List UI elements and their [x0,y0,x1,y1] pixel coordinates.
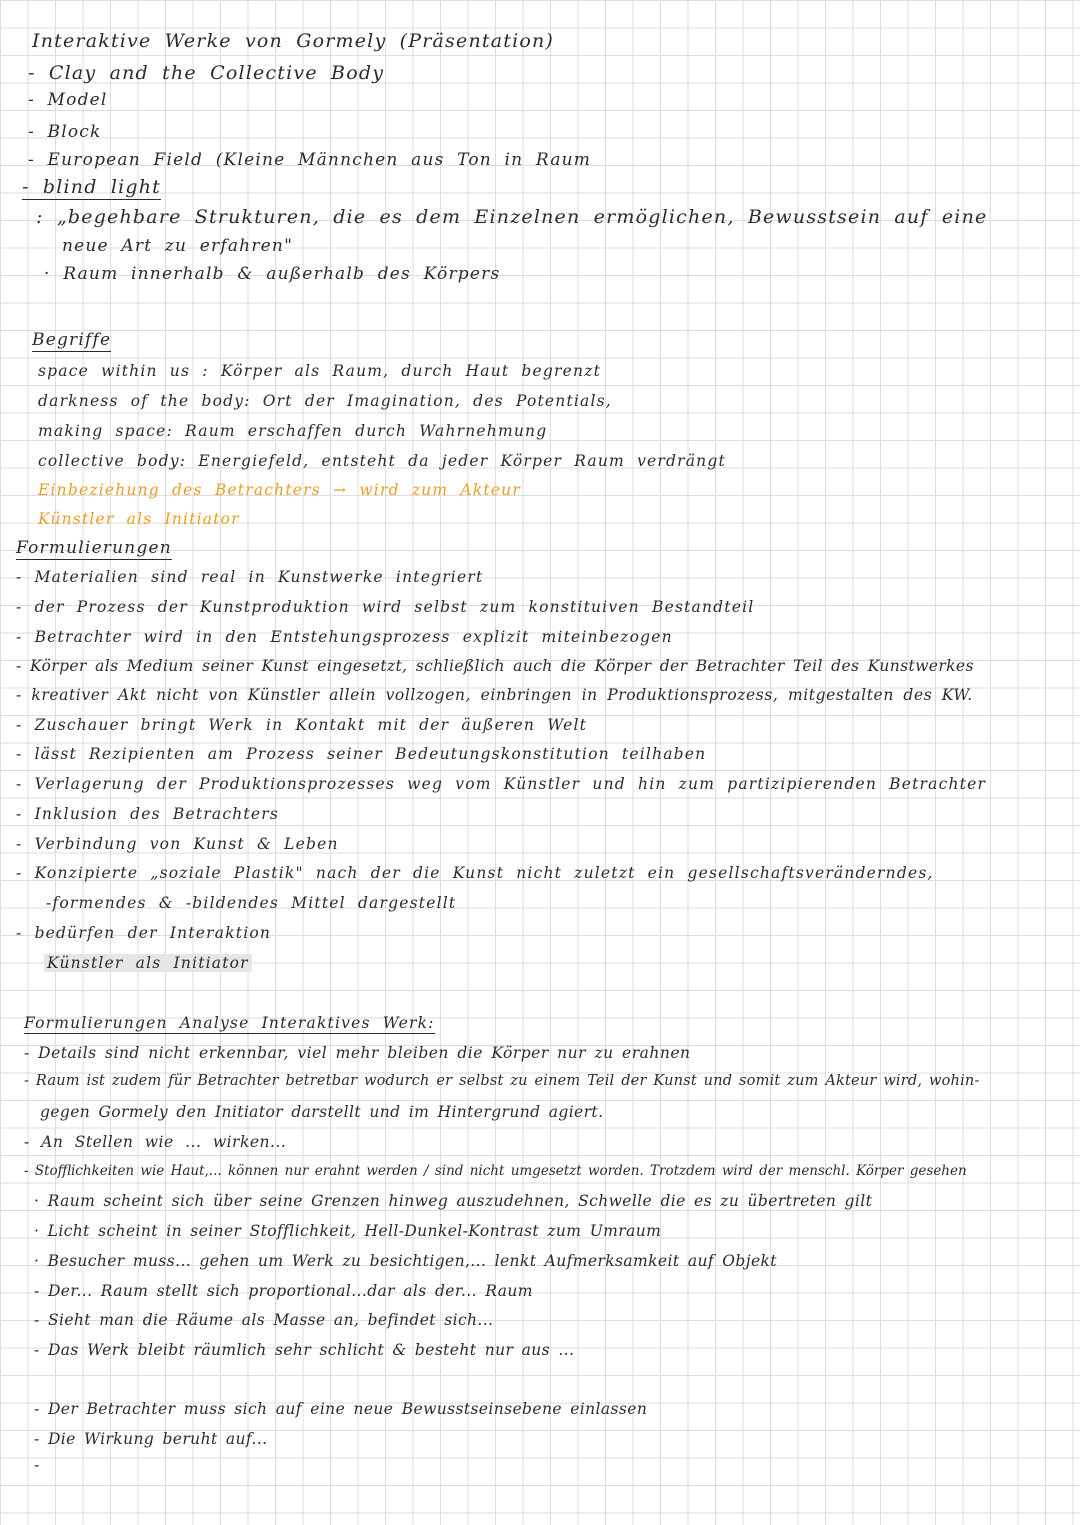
note-line: - blind light [22,176,162,198]
note-line: - Zuschauer bringt Werk in Kontakt mit der äußeren Welt [16,716,588,734]
note-line: - Clay and the Collective Body [28,62,385,84]
note-line: - kreativer Akt nicht von Künstler allein vollzogen, einbringen in Produktionsprozess, mitgestalten des KW. [16,686,973,704]
highlighted-line: Einbeziehung des Betrachters → wird zum Akteur [38,481,521,499]
note-line: - Verbindung von Kunst & Leben [16,835,339,853]
note-line: - European Field (Kleine Männchen aus Ton in Raum [28,150,592,170]
note-line: - Betrachter wird in den Entstehungsprozess explizit miteinbezogen [16,628,673,646]
note-line: - [34,1456,41,1474]
note-line: - Körper als Medium seiner Kunst eingesetzt, schließlich auch die Körper der Betrachter Teil des Kunstwerkes [16,657,974,675]
note-line: : „begehbare Strukturen, die es dem Einzelnen ermöglichen, Bewusstsein auf eine [36,206,988,228]
note-heading: Interaktive Werke von Gormely (Präsentation) [32,30,555,52]
highlighted-line: Künstler als Initiator [38,510,240,528]
note-line: - Block [28,122,102,142]
note-line: - Materialien sind real in Kunstwerke integriert [16,568,484,586]
note-line: - Raum ist zudem für Betrachter betretbar wodurch er selbst zu einem Teil der Kunst und somit zum Akteur wird, wohin- [24,1073,980,1089]
note-line: -formendes & -bildendes Mittel dargestellt [46,894,457,912]
note-line: neue Art zu erfahren" [62,236,294,256]
note-line: - lässt Rezipienten am Prozess seiner Bedeutungskonstitution teilhaben [16,745,707,763]
section-heading-begriffe: Begriffe [32,330,112,350]
note-line: gegen Gormely den Initiator darstellt und im Hintergrund agiert. [40,1103,604,1121]
note-line: · Raum innerhalb & außerhalb des Körpers [44,264,501,284]
note-line: - bedürfen der Interaktion [16,924,272,942]
note-line: making space: Raum erschaffen durch Wahrnehmung [38,422,548,440]
note-line: - Der Betrachter muss sich auf eine neue Bewusstseinsebene einlassen [34,1400,648,1418]
note-line: Künstler als Initiator [44,954,252,972]
note-line: - Stofflichkeiten wie Haut,... können nur erahnt werden / sind nicht umgesetzt worden. Trotzdem wird der menschl. Körper gesehen [24,1163,967,1179]
note-line: - Inklusion des Betrachters [16,805,280,823]
note-line: - Details sind nicht erkennbar, viel mehr bleiben die Körper nur zu erahnen [24,1044,691,1062]
note-line: - der Prozess der Kunstproduktion wird selbst zum konstituiven Bestandteil [16,598,755,616]
note-line: · Raum scheint sich über seine Grenzen hinweg auszudehnen, Schwelle die es zu übertreten gilt [34,1192,873,1210]
note-line: · Licht scheint in seiner Stofflichkeit, Hell-Dunkel-Kontrast zum Umraum [34,1222,662,1240]
note-line: - Verlagerung der Produktionsprozesses weg vom Künstler und hin zum partizipierenden Betrachter [16,775,987,793]
note-line: collective body: Energiefeld, entsteht da jeder Körper Raum verdrängt [38,452,726,470]
note-line: - Model [28,90,108,110]
note-line: darkness of the body: Ort der Imagination, des Potentials, [38,392,612,410]
note-line: - Das Werk bleibt räumlich sehr schlicht & besteht nur aus ... [34,1341,575,1359]
note-line: - Der... Raum stellt sich proportional...dar als der... Raum [34,1282,533,1300]
section-heading-analyse: Formulierungen Analyse Interaktives Werk: [24,1014,435,1032]
note-line: space within us : Körper als Raum, durch Haut begrenzt [38,362,602,380]
note-line: - Konzipierte „soziale Plastik" nach der die Kunst nicht zuletzt ein gesellschaftsveränderndes, [16,864,934,882]
note-line: - Sieht man die Räume als Masse an, befindet sich... [34,1311,494,1329]
note-line: - An Stellen wie ... wirken... [24,1133,287,1151]
section-heading-formulierungen: Formulierungen [16,538,172,558]
note-line: · Besucher muss... gehen um Werk zu besichtigen,... lenkt Aufmerksamkeit auf Objekt [34,1252,777,1270]
note-line: - Die Wirkung beruht auf... [34,1430,268,1448]
